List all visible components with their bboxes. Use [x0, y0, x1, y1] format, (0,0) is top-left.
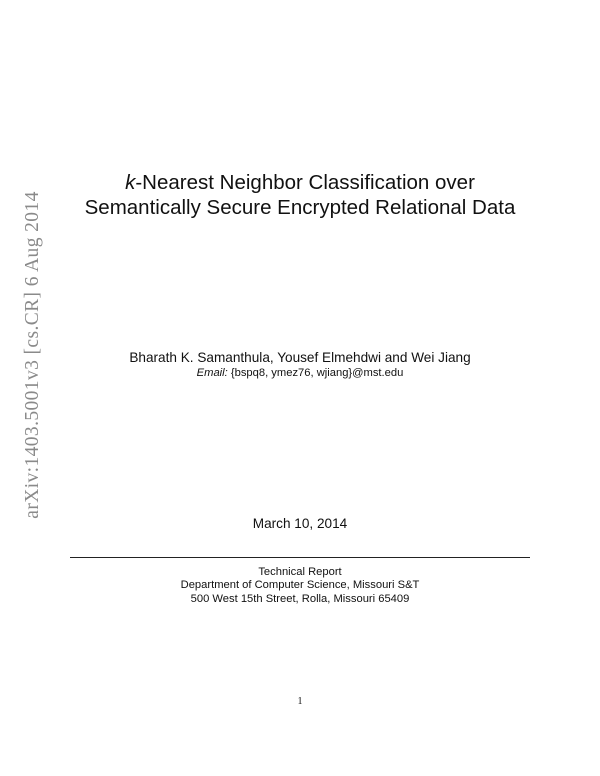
report-info — [0, 566, 600, 606]
author-email — [0, 366, 600, 380]
title-line-2: Semantically Secure Encrypted Relational Data — [84, 196, 516, 219]
title-line-1-text: -Nearest Neighbor Classification over — [135, 171, 475, 194]
report-date: March 10, 2014 — [252, 516, 348, 531]
title-line-1 — [0, 170, 600, 195]
horizontal-rule — [70, 557, 530, 558]
author-list: Bharath K. Samanthula, Yousef Elmehdwi and Wei Jiang — [129, 350, 471, 365]
email-value: {bspq8, ymez76, wjiang}@mst.edu — [230, 367, 404, 379]
title-italic-k: k — [125, 171, 136, 194]
arxiv-stamp: arXiv:1403.5001v3 [cs.CR] 6 Aug 2014 — [22, 191, 43, 519]
email-label: Email: — [196, 367, 228, 379]
report-department: Department of Computer Science, Missouri S&T — [180, 579, 420, 592]
page-number: 1 — [297, 696, 303, 707]
paper-title — [0, 170, 600, 220]
report-address: 500 West 15th Street, Rolla, Missouri 65409 — [190, 592, 410, 605]
report-type: Technical Report — [258, 566, 342, 578]
